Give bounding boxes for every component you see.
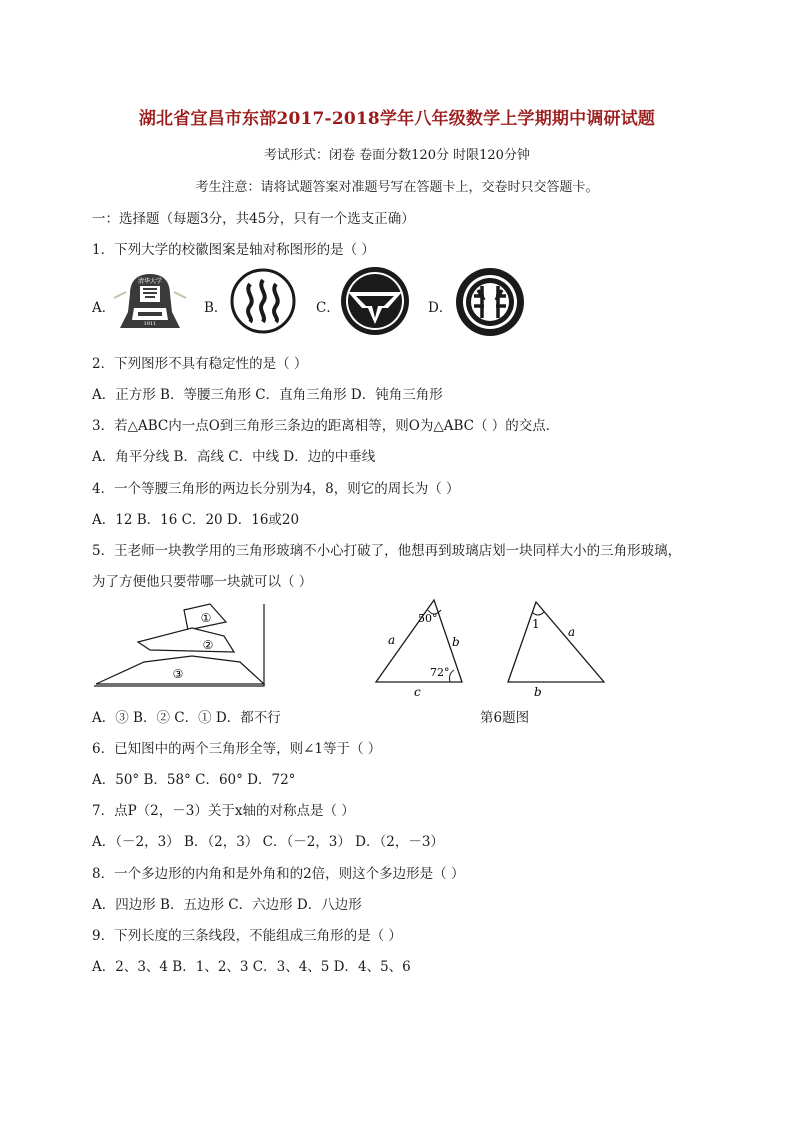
triangles-figure [366,596,616,698]
tri2-side-b: b [534,685,542,698]
question-8-stem: 8．一个多边形的内角和是外角和的2倍，则这个多边形是（ ） [92,866,465,882]
question-5-stem-line1: 5．王老师一块教学用的三角形玻璃不小心打破了，他想再到玻璃店划一块同样大小的三角形玻璃， [92,543,682,559]
logo-b-wave-circle [228,266,298,336]
question-3-options: A．角平分线 B．高线 C．中线 D．边的中垂线 [92,449,376,465]
question-8-options: A．四边形 B．五边形 C．六边形 D．八边形 [92,897,362,913]
question-9-stem: 9．下列长度的三条线段，不能组成三角形的是（ ） [92,928,402,944]
question-7-stem: 7．点P（2，－3）关于x轴的对称点是（ ） [92,803,355,819]
option-a-label: A． [92,300,116,316]
tri2-angle-1: 1 [532,617,540,631]
question-5-options: A．③ B．② C．① D．都不行 [92,710,281,726]
question-2-stem: 2．下列图形不具有稳定性的是（ ） [92,356,308,372]
question-6-stem: 6．已知图中的两个三角形全等，则∠1等于（ ） [92,741,382,757]
question-7-options: A．（－2，3） B．（2，3） C．（－2，3） D．（2，－3） [92,834,444,850]
option-d-label: D． [428,300,453,316]
tri1-side-b: b [452,635,460,649]
tri1-angle-right: 72° [430,666,450,679]
piece-1-label: ① [200,611,212,625]
question-1-stem: 1．下列大学的校徽图案是轴对称图形的是（ ） [92,242,375,258]
option-b-label: B． [204,300,228,316]
section-heading: 一：选择题（每题3分，共45分，只有一个选支正确） [92,211,415,227]
piece-2-label: ② [202,638,214,652]
glass-pieces-figure [92,600,272,692]
logo-a-text: 清华大学 [137,278,163,285]
logo-c-bird-circle [338,264,412,338]
tri2-side-a: a [568,625,576,639]
question-5-stem-line2: 为了方便他只要带哪一块就可以（ ） [92,574,313,590]
question-4-options: A．12 B．16 C．20 D．16或20 [92,512,300,528]
question-9-options: A．2、3、4 B．1、2、3 C．3、4、5 D．4、5、6 [92,959,411,975]
notice: 考生注意：请将试题答案对准题号写在答题卡上，交卷时只交答题卡。 [195,180,599,195]
question-6-options: A．50° B．58° C．60° D．72° [92,772,296,788]
logo-d-ring-emblem [454,266,526,338]
tri1-side-a: a [388,633,396,647]
question-4-stem: 4．一个等腰三角形的两边长分别为4，8，则它的周长为（ ） [92,481,460,497]
tri1-side-c: c [414,685,421,698]
page-title: 湖北省宜昌市东部2017-2018学年八年级数学上学期期中调研试题 [138,109,656,129]
exam-info: 考试形式：闭卷 卷面分数120分 时限120分钟 [264,148,530,163]
tri1-angle-top: 50° [418,612,438,625]
logo-a-year: 1911 [143,321,157,327]
question-3-stem: 3．若△ABC内一点O到三角形三条边的距离相等，则O为△ABC（ ）的交点． [92,418,560,434]
piece-3-label: ③ [172,667,184,681]
question-2-options: A．正方形 B．等腰三角形 C．直角三角形 D．钝角三角形 [92,387,443,403]
option-c-label: C． [316,300,340,316]
logo-a-bell-emblem [112,268,188,336]
figure-6-caption: 第6题图 [480,710,530,726]
